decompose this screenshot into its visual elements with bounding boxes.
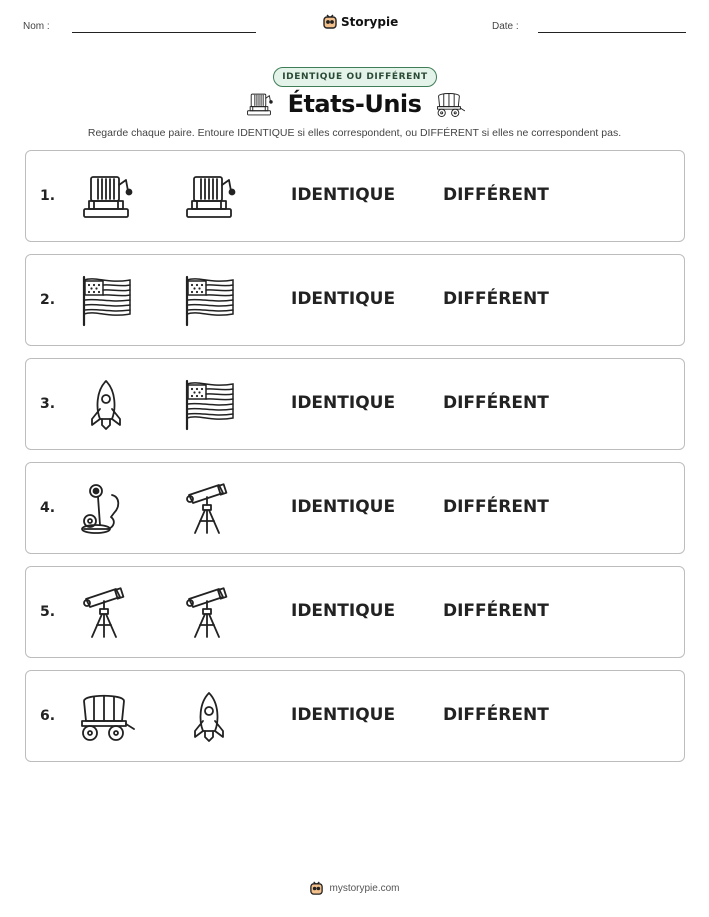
identique-option[interactable]: IDENTIQUE [291,289,396,309]
name-label: Nom : [23,21,50,32]
pair-row [25,150,685,242]
rocket-icon [179,691,239,743]
covered-wagon-icon [435,91,465,117]
brand-name: Storypie [341,14,399,29]
printing-press-icon [244,91,274,117]
different-option[interactable]: DIFFÉRENT [443,601,549,621]
instructions: Regarde chaque paire. Entoure IDENTIQUE si elles correspondent, ou DIFFÉRENT si elles ne correspondent pas. [87,127,622,139]
footer-url: mystorypie.com [329,882,400,894]
pair-number: 6. [40,708,56,724]
printing-press-icon [179,171,239,223]
printing-press-icon [76,171,136,223]
pair-row [25,670,685,762]
different-option[interactable]: DIFFÉRENT [443,497,549,517]
storypie-mascot-icon [322,13,338,30]
telescope-icon [76,587,136,639]
telescope-icon [179,587,239,639]
different-option[interactable]: DIFFÉRENT [443,185,549,205]
candlestick-telephone-icon [76,483,136,535]
storypie-mascot-icon [309,880,324,896]
pair-row [25,462,685,554]
pair-row [25,566,685,658]
name-line[interactable] [72,32,256,33]
us-flag-icon [179,379,239,431]
footer [0,880,709,896]
worksheet-type-badge: IDENTIQUE OU DIFFÉRENT [273,67,437,87]
different-option[interactable]: DIFFÉRENT [443,393,549,413]
identique-option[interactable]: IDENTIQUE [291,497,396,517]
date-label: Date : [492,21,519,32]
pair-number: 1. [40,188,56,204]
brand-logo [322,13,398,30]
different-option[interactable]: DIFFÉRENT [443,705,549,725]
pair-number: 2. [40,292,56,308]
pair-row [25,254,685,346]
identique-option[interactable]: IDENTIQUE [291,601,396,621]
pair-number: 3. [40,396,56,412]
identique-option[interactable]: IDENTIQUE [291,705,396,725]
identique-option[interactable]: IDENTIQUE [291,393,396,413]
page-title: États-Unis [287,90,422,118]
us-flag-icon [179,275,239,327]
date-line[interactable] [538,32,686,33]
different-option[interactable]: DIFFÉRENT [443,289,549,309]
identique-option[interactable]: IDENTIQUE [291,185,396,205]
rocket-icon [76,379,136,431]
us-flag-icon [76,275,136,327]
telescope-icon [179,483,239,535]
pair-number: 5. [40,604,56,620]
pair-number: 4. [40,500,56,516]
covered-wagon-icon [76,691,136,743]
title-area [0,90,709,118]
pair-row [25,358,685,450]
